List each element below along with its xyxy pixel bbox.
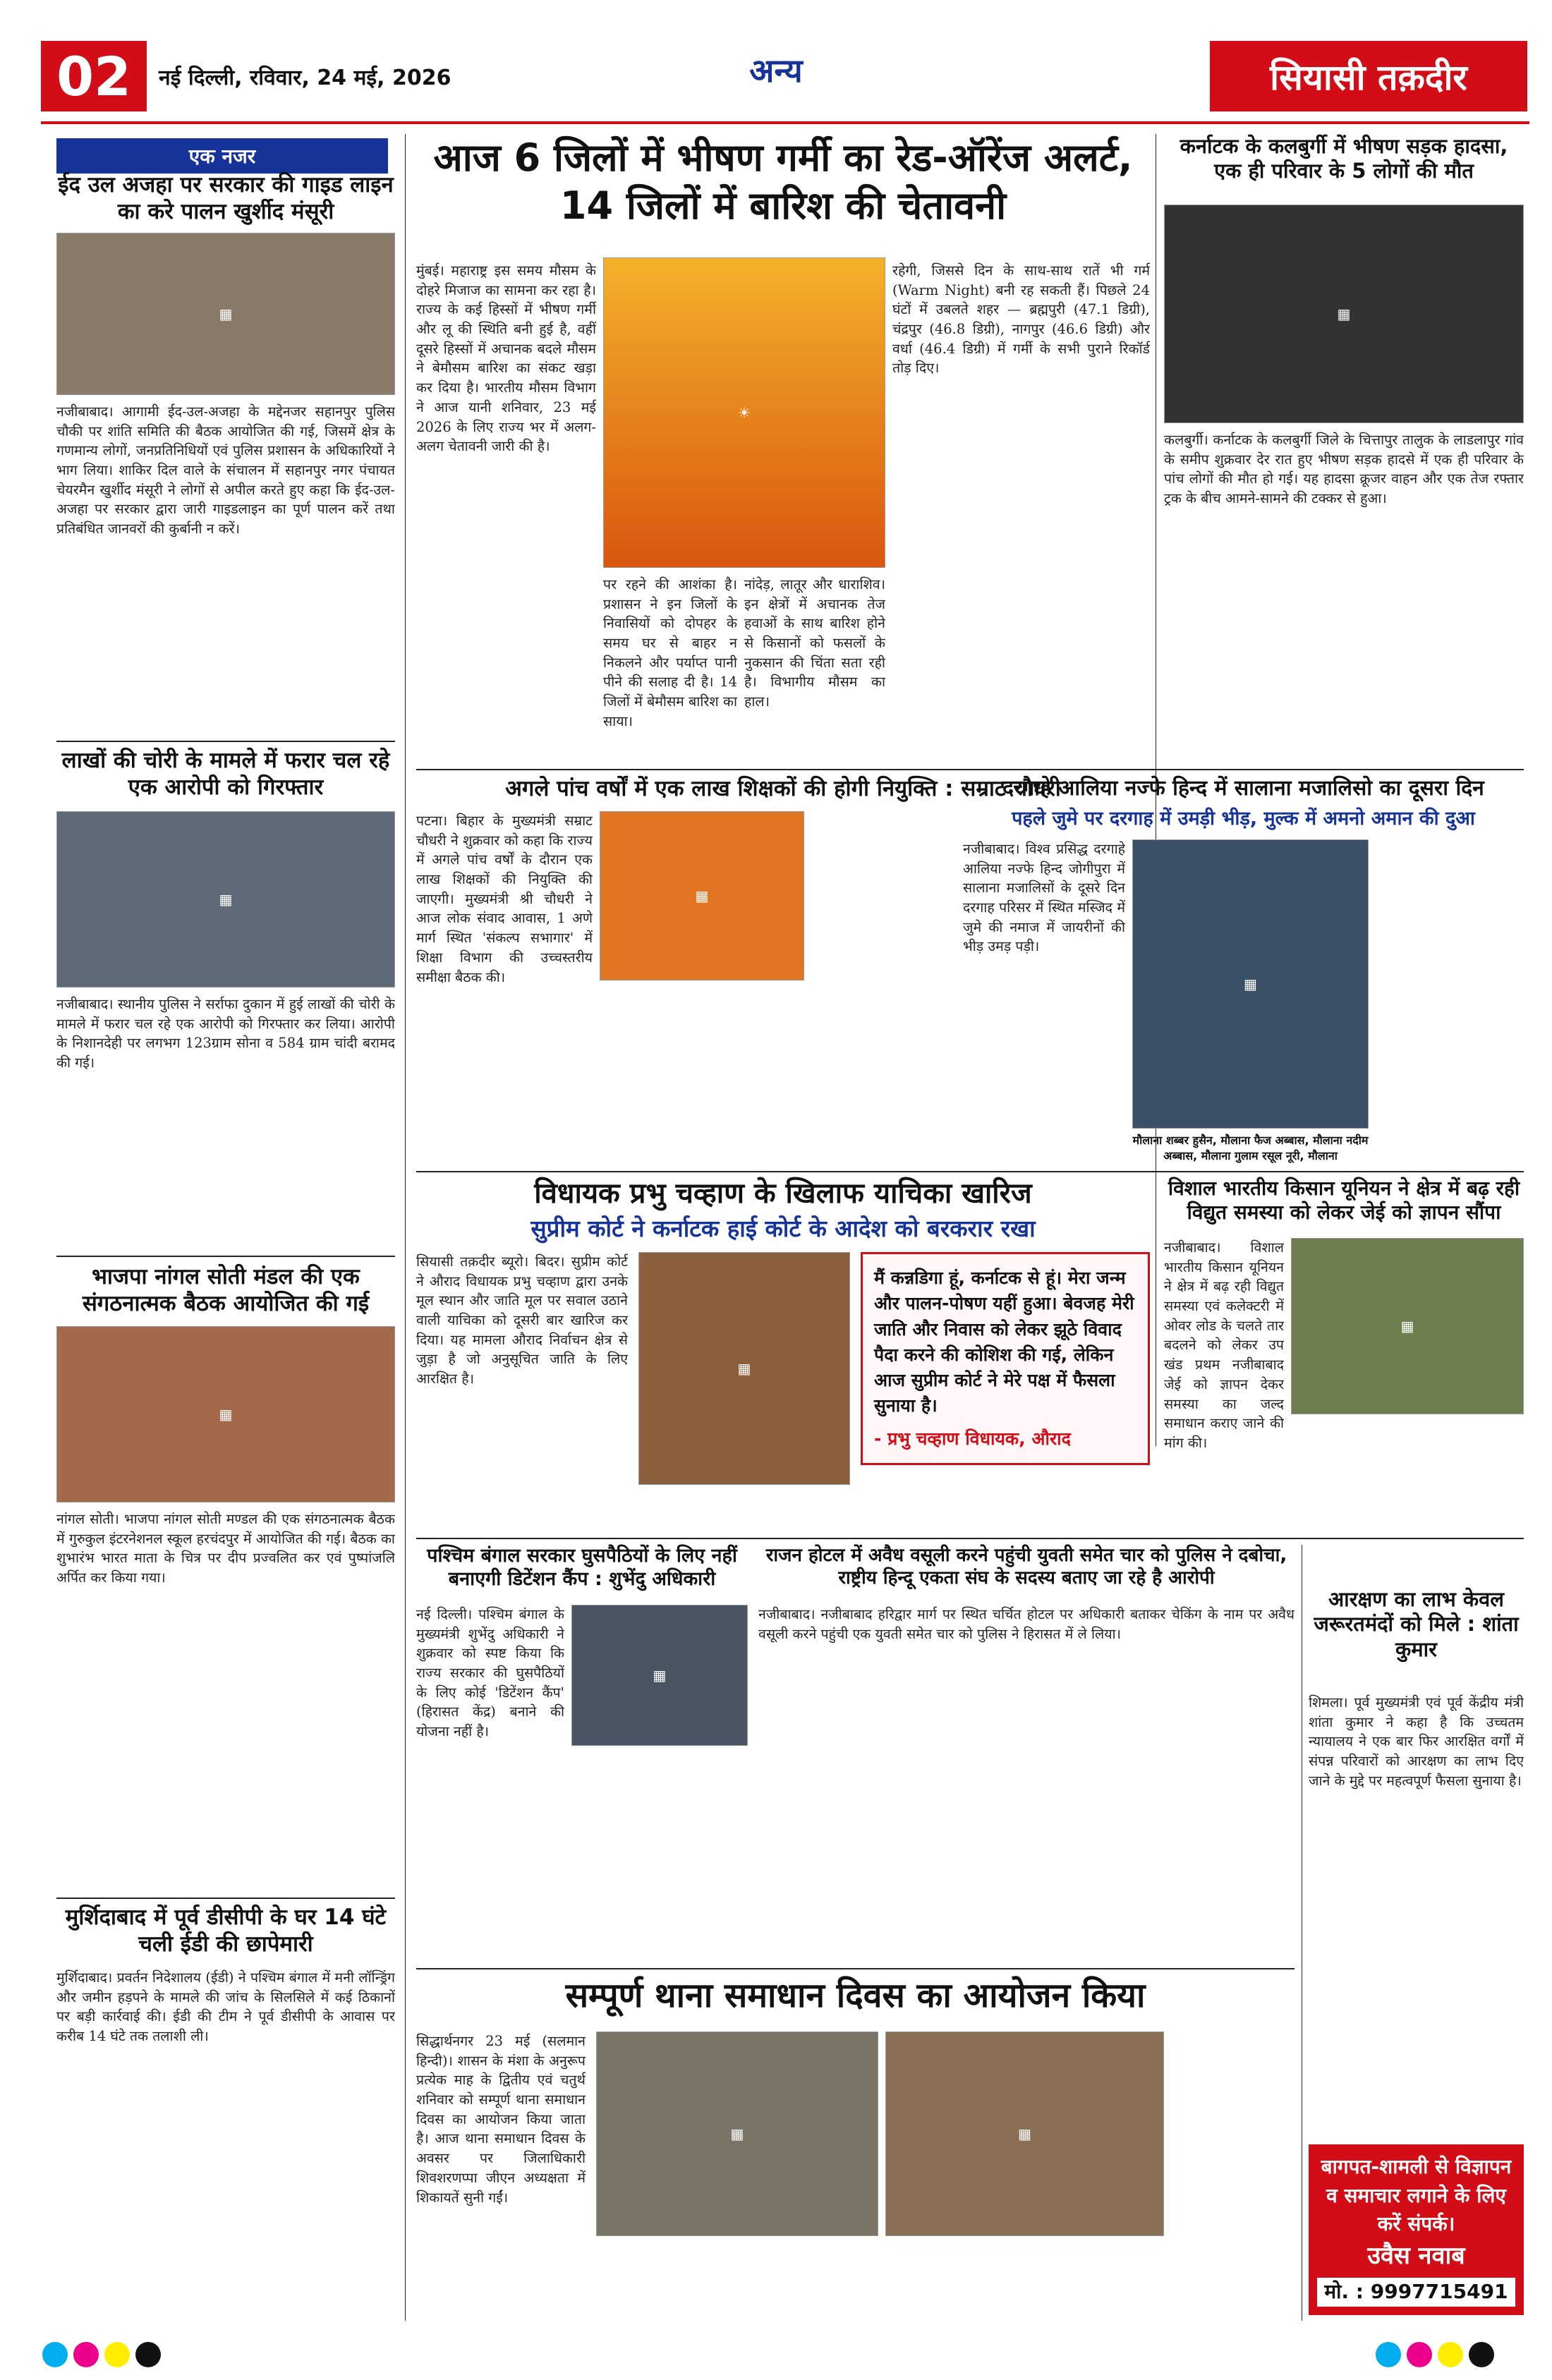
divider	[56, 741, 395, 742]
divider	[416, 1538, 1524, 1539]
lead-body-d: रहेगी, जिससे दिन के साथ-साथ रातें भी गर्म (Warm Night) बनी रह सकती हैं। पिछले 24 घंटों में उबलते शहर — ब्रह्मपुरी (47.1 डिग्री), चंद्रपुर (46.8 डिग्री), नागपुर (46.6 डिग्री) और वर्धा (46.4 डिग्री) में गर्मी के सभी पुराने रिकॉर्ड तोड़ दिए।	[892, 262, 1150, 377]
farmers-body: नजीबाबाद। विशाल भारतीय किसान यूनियन ने क्षेत्र में बढ़ रही विद्युत समस्या एवं कलेक्टरी में ओवर लोड के चलते तार बदलने को लेकर उप खंड प्रथम नजीबाबाद जेई को ज्ञापन देकर समस्या का जल्द समाधान कराए जाने की मांग की।	[1164, 1239, 1284, 1451]
story3-body: नांगल सोती। भाजपा नांगल सोती मण्डल की एक संगठनात्मक बैठक में गुरुकुल इंटरनेशनल स्कूल हरचंदपुर में आयोजित की गई। बैठक का शुभारंभ भारत माता के चित्र पर दीप प्रज्वलित कर एवं पुष्पांजलि अर्पित कर किया गया।	[56, 1511, 395, 1586]
thana-headline: सम्पूर्ण थाना समाधान दिवस का आयोजन किया	[565, 1976, 1146, 2015]
dargah-subhead: पहले जुमे पर दरगाह में उमड़ी भीड़, मुल्क में अमनो अमान की दुआ	[1012, 808, 1475, 830]
column-separator	[405, 134, 406, 2321]
ad-line-3: करें संपर्क।	[1377, 2212, 1455, 2236]
story4-headline: मुर्शिदाबाद में पूर्व डीसीपी के घर 14 घंटे चली ईडी की छापेमारी	[65, 1905, 387, 1957]
divider	[56, 1256, 395, 1257]
bengal-headline: पश्चिम बंगाल सरकार घुसपैठियों के लिए नहीं बनाएगी डिटेंशन कैंप : शुभेंदु अधिकारी	[427, 1545, 737, 1590]
mla-headline: विधायक प्रभु चव्हाण के खिलाफ याचिका खारिज	[534, 1177, 1032, 1210]
section-title: अन्य	[749, 51, 803, 90]
bengal-photo: ▦	[571, 1605, 748, 1746]
color-registration-right	[1376, 2342, 1494, 2367]
dargah-photo: ▦	[1132, 839, 1369, 1129]
dargah-body: नजीबाबाद। विश्व प्रसिद्ध दरगाहे आलिया नज्फे हिन्द जोगीपुरा में सालाना मजालिसों के दूसरे दिन दरगाह परिसर में स्थित मस्जिद में जुमे की नमाज में जायरीनों की भीड़ उमड़ पड़ी।	[963, 841, 1125, 955]
divider	[416, 1171, 1524, 1172]
mla-quote-by: - प्रभु चव्हाण विधायक, औराद	[874, 1428, 1071, 1449]
farmers-headline: विशाल भारतीय किसान यूनियन ने क्षेत्र में बढ़ रही विद्युत समस्या को लेकर जेई को ज्ञापन सौंपा	[1168, 1177, 1520, 1225]
accident-photo: ▦	[1164, 205, 1524, 423]
kicker-ek-nazar: एक नजर	[56, 138, 388, 174]
lead-body-c: नांदेड़, लातूर और धाराशिव। इन क्षेत्रों में अचानक तेज हवाओं के साथ बारिश होने से किसानों को फसलों के नुकसान की चिंता सता रही है। विभागीय मौसम का हाल।	[744, 576, 885, 710]
mla-subhead: सुप्रीम कोर्ट ने कर्नाटक हाई कोर्ट के आदेश को बरकरार रखा	[531, 1215, 1036, 1242]
page-number: 02	[41, 41, 147, 111]
ad-name: उवैस नवाब	[1367, 2241, 1465, 2270]
arrest-photo: ▦	[56, 811, 395, 988]
meeting-photo: ▦	[56, 233, 395, 395]
reservation-body: शिमला। पूर्व मुख्यमंत्री एवं पूर्व केंद्रीय मंत्री शांता कुमार ने कहा है कि उच्चतम न्यायालय ने एक बार फिर आरक्षित वर्गों में संपन्न परिवारों को आरक्षण का लाभ दिए जाने के मुद्दे पर महत्वपूर्ण फैसला सुनाया है।	[1309, 1694, 1524, 1789]
mla-quote: मैं कन्नडिगा हूं, कर्नाटक से हूं। मेरा जन्म और पालन-पोषण यहीं हुआ। बेवजह मेरी जाति और निवास को लेकर झूठे विवाद पैदा करने की कोशिश की गई, लेकिन आज सुप्रीम कोर्ट ने मेरे पक्ष में फैसला सुनाया है।	[874, 1268, 1134, 1416]
hotel-body: नजीबाबाद। नजीबाबाद हरिद्वार मार्ग पर स्थित चर्चित होटल पर अधिकारी बताकर चेकिंग के नाम पर अवैध वसूली करने पहुंची एक युवती समेत चार को पुलिस ने हिरासत में ले लिया।	[758, 1606, 1295, 1642]
magenta-swatch	[1407, 2342, 1432, 2367]
ad-box	[1309, 2144, 1524, 2315]
bjp-meeting-photo: ▦	[56, 1326, 395, 1502]
thana-body: सिद्धार्थनगर 23 मई (सलमान हिन्दी)। शासन के मंशा के अनुरूप प्रत्येक माह के द्वितीय एवं चतुर्थ शनिवार को सम्पूर्ण थाना समाधान दिवस का आयोजन किया जाता है। आज थाना समाधान दिवस के अवसर पर जिलाधिकारी शिवशरणप्पा जीएन अध्यक्षता में शिकायतें सुनी गईं।	[416, 2033, 586, 2206]
farmers-photo: ▦	[1291, 1238, 1524, 1414]
brand-logo: सियासी तक़दीर	[1210, 41, 1527, 111]
teachers-headline: अगले पांच वर्षों में एक लाख शिक्षकों की होगी नियुक्ति : सम्राट चौधरी	[505, 776, 1061, 801]
lead-headline: आज 6 जिलों में भीषण गर्मी का रेड-ऑरेंज अलर्ट, 14 जिलों में बारिश की चेतावनी	[433, 135, 1133, 228]
story3-headline: भाजपा नांगल सोती मंडल की एक संगठनात्मक बैठक आयोजित की गई	[82, 1264, 370, 1316]
cyan-swatch	[1376, 2342, 1401, 2367]
ad-line-2: व समाचार लगाने के लिए	[1326, 2183, 1506, 2207]
lead-body-b: पर रहने की आशंका है। प्रशासन ने इन जिलों के निवासियों को दोपहर के समय घर से बाहर न निकलने और पर्याप्त पानी पीने की सलाह दी है। 14 जिलों में बेमौसम बारिश का साया।	[603, 576, 737, 729]
karnataka-headline: कर्नाटक के कलबुर्गी में भीषण सड़क हादसा, एक ही परिवार के 5 लोगों की मौत	[1180, 134, 1508, 183]
story1-headline: ईद उल अजहा पर सरकार की गाइड लाइन का करे पालन खुर्शीद मंसूरी	[58, 172, 394, 224]
mla-photo: ▦	[638, 1252, 850, 1485]
date-line: नई दिल्ली, रविवार, 24 मई, 2026	[159, 66, 451, 90]
magenta-swatch	[73, 2342, 99, 2367]
story2-headline: लाखों की चोरी के मामले में फरार चल रहे एक आरोपी को गिरफ्तार	[61, 748, 390, 800]
yellow-swatch	[104, 2342, 130, 2367]
karnataka-body: कलबुर्गी। कर्नाटक के कलबुर्गी जिले के चित्तापुर तालुक के लाडलापुर गांव के समीप शुक्रवार देर रात हुए भीषण सड़क हादसे में एक ही परिवार के पांच लोगों की मौत हो गई। यह हादसा क्रूजर वाहन और एक तेज रफ्तार ट्रक के बीच आमने-सामने की टक्कर से हुआ।	[1164, 432, 1524, 507]
story4-body: मुर्शिदाबाद। प्रवर्तन निदेशालय (ईडी) ने पश्चिम बंगाल में मनी लॉन्ड्रिंग और जमीन हड़पने के मामले की जांच के सिलसिले में कई ठिकानों पर बड़ी कार्रवाई की। ईडी की टीम ने पूर्व डीसीपी के आवास पर करीब 14 घंटे तक तलाशी ली।	[56, 1969, 395, 2045]
reservation-headline: आरक्षण का लाभ केवल जरूरतमंदों को मिले : शांता कुमार	[1314, 1587, 1519, 1661]
thana-photo-1: ▦	[596, 2032, 878, 2236]
ad-line-1: बागपत-शामली से विज्ञापन	[1321, 2155, 1512, 2178]
ad-phone: मो. : 9997715491	[1317, 2278, 1515, 2307]
black-swatch	[1469, 2342, 1494, 2367]
story1-body: नजीबाबाद। आगामी ईद-उल-अजहा के मद्देनजर सहानपुर पुलिस चौकी पर शांति समिति की बैठक आयोजित की गई, जिसमें क्षेत्र के गणमान्य लोगों, जनप्रतिनिधियों एवं पुलिस प्रशासन के अधिकारियों ने भाग लिया। शाकिर दिल वाले के संचालन में सहानपुर नगर पंचायत चेयरमैन खुर्शीद मंसूरी ने लोगों से अपील करते हुए कहा कि ईद-उल-अजहा पर सरकार द्वारा जारी गाइडलाइन का पूर्ण पालन करें तथा प्रतिबंधित जानवरों की कुर्बानी न करें।	[56, 403, 395, 538]
dargah-headline: दरगाहे आलिया नज्फे हिन्द में सालाना मजालिसो का दूसरा दिन	[1002, 776, 1484, 801]
bengal-body: नई दिल्ली। पश्चिम बंगाल के मुख्यमंत्री शुभेंदु अधिकारी ने शुक्रवार को स्पष्ट किया कि राज्य सरकार की घुसपैठियों के लिए कोई 'डिटेंशन कैंप' (हिरासत केंद्र) बनाने की योजना नहीं है।	[416, 1606, 564, 1740]
samrat-photo: ▦	[600, 811, 804, 980]
thana-photo-2: ▦	[885, 2032, 1164, 2236]
lead-body-a: मुंबई। महाराष्ट्र इस समय मौसम के दोहरे मिजाज का सामना कर रहा है। राज्य के कई हिस्सों में भीषण गर्मी और लू की स्थिति बनी हुई है, वहीं दूसरे हिस्सों में अचानक बदले मौसम ने बेमौसम बारिश का संकट खड़ा कर दिया है। भारतीय मौसम विभाग ने आज यानी शनिवार, 23 मई 2026 के लिए राज्य भर में अलग-अलग चेतावनी जारी की है।	[416, 262, 596, 455]
header-rule	[41, 121, 1529, 124]
story2-body: नजीबाबाद। स्थानीय पुलिस ने सर्राफा दुकान में हुई लाखों की चोरी के मामले में फरार चल रहे एक आरोपी को गिरफ्तार कर लिया। आरोपी के निशानदेही पर लगभग 123ग्राम सोना व 584 ग्राम चांदी बरामद की गई।	[56, 996, 395, 1071]
cyan-swatch	[42, 2342, 68, 2367]
mla-quote-box	[861, 1252, 1150, 1465]
color-registration-left	[42, 2342, 161, 2367]
dargah-caption: मौलाना शब्बर हुसैन, मौलाना फैज अब्बास, मौलाना नदीम अब्बास, मौलाना गुलाम रसूल नूरी, मौलाना	[1132, 1134, 1369, 1162]
divider	[416, 1968, 1295, 1969]
yellow-swatch	[1438, 2342, 1463, 2367]
mla-body: सियासी तक़दीर ब्यूरो। बिदर। सुप्रीम कोर्ट ने औराद विधायक प्रभु चव्हाण द्वारा उनके मूल स्थान और जाति मूल पर सवाल उठाने वाली याचिका को दूसरी बार खारिज कर दिया। यह मामला औराद निर्वाचन क्षेत्र से जुड़ा है जो अनुसूचित जाति के लिए आरक्षित है।	[416, 1253, 628, 1388]
hotel-headline: राजन होटल में अवैध वसूली करने पहुंची युवती समेत चार को पुलिस ने दबोचा, राष्ट्रीय हिन्दू एकता संघ के सदस्य बताए जा रहे है आरोपी	[765, 1545, 1287, 1589]
thermometer-image: ☀	[603, 257, 885, 568]
teachers-body: पटना। बिहार के मुख्यमंत्री सम्राट चौधरी ने शुक्रवार को कहा कि राज्य में अगले पांच वर्षों के दौरान एक लाख शिक्षकों की नियुक्ति की जाएगी। मुख्यमंत्री श्री चौधरी ने आज लोक संवाद आवास, 1 अणे मार्ग स्थित 'संकल्प सभागार' में शिक्षा विभाग की उच्चस्तरीय समीक्षा बैठक की।	[416, 813, 593, 985]
black-swatch	[135, 2342, 161, 2367]
divider	[416, 769, 1524, 770]
divider	[56, 1898, 395, 1899]
